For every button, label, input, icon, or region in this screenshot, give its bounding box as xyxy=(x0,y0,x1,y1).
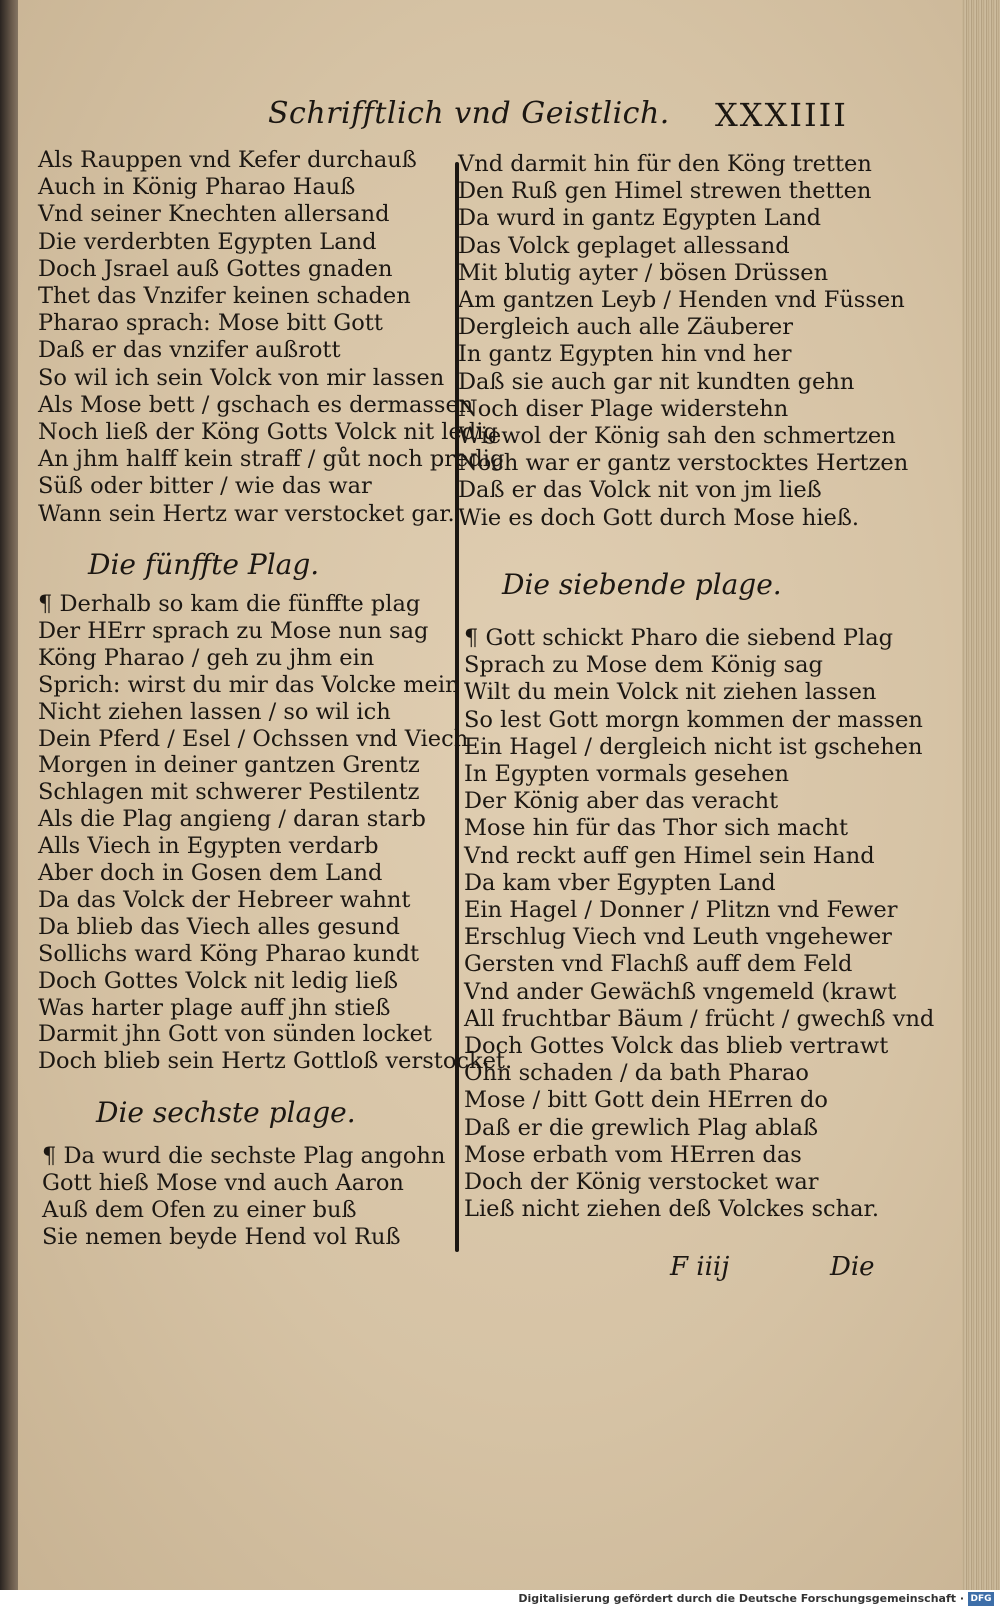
verse-line: Aber doch in Gosen dem Land xyxy=(38,860,383,886)
verse-line: Vnd seiner Knechten allersand xyxy=(38,201,390,228)
verse-line: Gersten vnd Flachß auff dem Feld xyxy=(464,951,853,978)
verse-line: Doch blieb sein Hertz Gottloß verstocket. xyxy=(38,1048,513,1075)
verse-line: Daß er die grewlich Plag ablaß xyxy=(464,1114,819,1141)
section-heading-fifth-plague: Die fünffte Plag. xyxy=(88,548,320,581)
verse-line: Doch Jsrael auß Gottes gnaden xyxy=(38,255,393,282)
verse-line: Morgen in deiner gantzen Grentz xyxy=(38,752,420,779)
verse-line: Wie es doch Gott durch Mose hieß. xyxy=(458,504,860,531)
verse-line: Sie nemen beyde Hend vol Ruß xyxy=(42,1224,401,1250)
verse-line: ¶ Gott schickt Pharo die siebend Plag xyxy=(464,625,894,651)
verse-line: Ließ nicht ziehen deß Volckes schar. xyxy=(464,1196,879,1223)
page-leaves-edge xyxy=(962,0,1000,1590)
section-heading-seventh-plague: Die siebende plage. xyxy=(502,568,782,601)
footer-credit: Digitalisierung gefördert durch die Deutsche Forschungsgemeinschaft · xyxy=(518,1592,964,1605)
verse-line: Noch war er gantz verstocktes Hertzen xyxy=(458,450,909,477)
verse-line: Süß oder bitter / wie das war xyxy=(38,473,372,500)
verse-line: Ein Hagel / Donner / Plitzn vnd Fewer xyxy=(464,897,898,923)
verse-line: Thet das Vnzifer keinen schaden xyxy=(38,283,411,309)
verse-line: In Egypten vormals gesehen xyxy=(464,761,790,787)
verse-line: Als die Plag angieng / daran starb xyxy=(38,806,426,833)
verse-line: Auch in König Pharao Hauß xyxy=(38,174,356,201)
verse-line: Als Mose bett / gschach es dermassen xyxy=(38,391,474,418)
verse-line: Sollichs ward Köng Pharao kundt xyxy=(38,940,420,967)
catchword: Die xyxy=(830,1252,875,1282)
verse-line: Die verderbten Egypten Land xyxy=(38,228,377,255)
verse-line: Daß er das Volck nit von jm ließ xyxy=(458,477,822,504)
verse-line: Pharao sprach: Mose bitt Gott xyxy=(38,310,383,337)
verse-line: Ein Hagel / dergleich nicht ist gschehen xyxy=(464,733,923,760)
verse-line: Vnd reckt auff gen Himel sein Hand xyxy=(464,842,875,869)
verse-line: Da das Volck der Hebreer wahnt xyxy=(38,886,411,913)
verse-line: Dergleich auch alle Zäuberer xyxy=(458,314,793,341)
verse-line: Erschlug Viech vnd Leuth vngehewer xyxy=(464,924,892,951)
verse-line: Doch der König verstocket war xyxy=(464,1169,819,1195)
verse-line: ¶ Derhalb so kam die fünffte plag xyxy=(38,591,421,617)
verse-line: Daß er das vnzifer außrott xyxy=(38,337,341,364)
dfg-logo: DFG xyxy=(968,1592,994,1606)
verse-line: Da kam vber Egypten Land xyxy=(464,869,776,896)
running-title: Schrifftlich vnd Geistlich. xyxy=(268,96,670,131)
verse-line: Noch diser Plage widerstehn xyxy=(458,395,789,422)
verse-line: Köng Pharao / geh zu jhm ein xyxy=(38,644,375,671)
verse-line: Was harter plage auff jhn stieß xyxy=(38,994,391,1021)
verse-line: Nicht ziehen lassen / so wil ich xyxy=(38,698,391,725)
verse-line: Doch Gottes Volck nit ledig ließ xyxy=(38,967,399,994)
verse-line: Als Rauppen vnd Kefer durchauß xyxy=(38,147,417,173)
verse-line: Alls Viech in Egypten verdarb xyxy=(38,833,379,860)
verse-line: Der König aber das veracht xyxy=(464,788,779,815)
verse-line: Darmit jhn Gott von sünden locket xyxy=(38,1021,432,1048)
verse-line: Wann sein Hertz war verstocket gar. xyxy=(38,500,455,527)
verse-line: Mose hin für das Thor sich macht xyxy=(464,815,848,842)
verse-line: Schlagen mit schwerer Pestilentz xyxy=(38,779,420,806)
verse-line: So lest Gott morgn kommen der massen xyxy=(464,706,923,733)
verse-line: Vnd ander Gewächß vngemeld (krawt xyxy=(464,978,897,1005)
verse-line: Am gantzen Leyb / Henden vnd Füssen xyxy=(458,287,905,313)
folio-number: XXXIIII xyxy=(715,96,848,134)
verse-line: Da wurd in gantz Egypten Land xyxy=(458,205,822,232)
book-page xyxy=(18,0,963,1590)
verse-line: Sprich: wirst du mir das Volcke mein xyxy=(38,671,460,698)
verse-line: Wiewol der König sah den schmertzen xyxy=(458,423,896,449)
verse-line: Ohn schaden / da bath Pharao xyxy=(464,1060,809,1087)
verse-line: Mose erbath vom HErren das xyxy=(464,1141,802,1168)
verse-line: In gantz Egypten hin vnd her xyxy=(458,341,792,368)
verse-line: So wil ich sein Volck von mir lassen xyxy=(38,364,445,391)
verse-line: Noch ließ der Köng Gotts Volck nit ledig xyxy=(38,419,498,445)
verse-line: All fruchtbar Bäum / frücht / gwechß vnd xyxy=(464,1005,935,1032)
verse-line: Mit blutig ayter / bösen Drüssen xyxy=(458,259,829,286)
verse-line: ¶ Da wurd die sechste Plag angohn xyxy=(42,1143,446,1169)
verse-line: Wilt du mein Volck nit ziehen lassen xyxy=(464,679,877,706)
section-heading-sixth-plague: Die sechste plage. xyxy=(96,1096,356,1129)
verse-line: An jhm halff kein straff / gůt noch predig xyxy=(38,446,505,473)
verse-line: Der HErr sprach zu Mose nun sag xyxy=(38,617,429,644)
verse-line: Auß dem Ofen zu einer buß xyxy=(42,1197,357,1223)
verse-line: Den Ruß gen Himel strewen thetten xyxy=(458,178,872,205)
verse-line: Das Volck geplaget allessand xyxy=(458,232,790,259)
verse-line: Doch Gottes Volck das blieb vertrawt xyxy=(464,1033,889,1059)
verse-line: Sprach zu Mose dem König sag xyxy=(464,652,823,679)
verse-line: Da blieb das Viech alles gesund xyxy=(38,913,400,940)
signature-mark: F iiij xyxy=(670,1252,730,1282)
verse-line: Vnd darmit hin für den Köng tretten xyxy=(458,151,872,177)
verse-line: Dein Pferd / Esel / Ochssen vnd Viech xyxy=(38,725,469,752)
verse-line: Daß sie auch gar nit kundten gehn xyxy=(458,368,855,395)
verse-line: Gott hieß Mose vnd auch Aaron xyxy=(42,1170,404,1196)
verse-line: Mose / bitt Gott dein HErren do xyxy=(464,1087,828,1114)
